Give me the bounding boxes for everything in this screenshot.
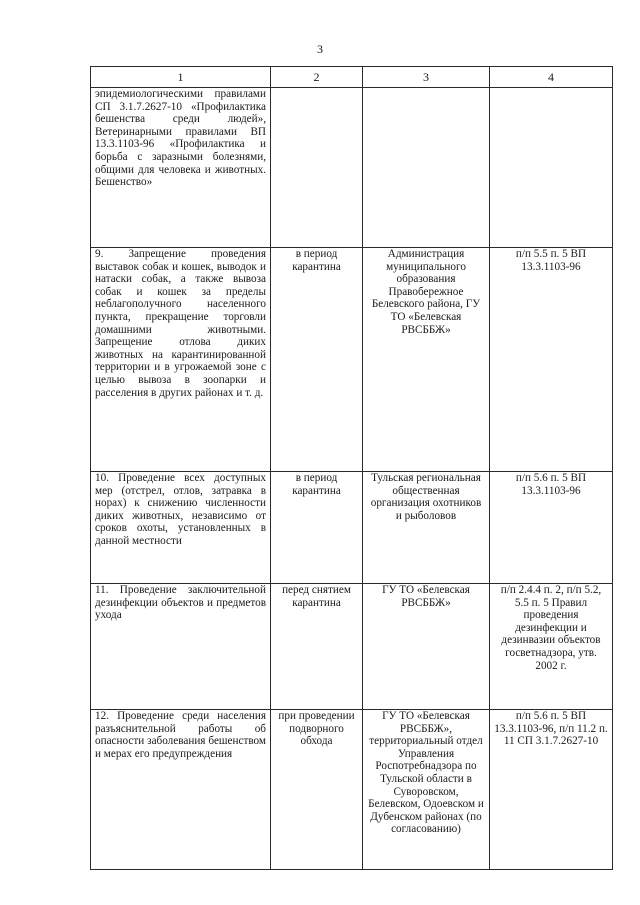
table-row (91, 472, 613, 584)
column-header-3: 3 (363, 67, 490, 88)
page-number: 3 (317, 42, 323, 56)
deadline-cell (271, 88, 363, 248)
basis-cell: п/п 2.4.4 п. 2, п/п 5.2, 5.5 п. 5 Правил проведения дезинфекции и дезинвазии объектов госветнадзора, утв. 2002 г. (490, 584, 613, 710)
measure-cell: 10. Проведение всех доступных мер (отстрел, отлов, затравка в норах) к снижению численности диких животных, независимо от сроков охоты, установленных в данной местности (91, 472, 271, 584)
table-row (91, 88, 613, 248)
deadline-cell: при проведении подворного обхода (271, 710, 363, 870)
measure-cell: эпидемиологическими правилами СП 3.1.7.2627-10 «Профилактика бешенства среди людей», Ветеринарными правилами ВП 13.3.1103-96 «Профилактика и борьба с заразными болезнями, общими для человека и животных. Бешенство» (91, 88, 271, 248)
measure-cell: 11. Проведение заключительной дезинфекции объектов и предметов ухода (91, 584, 271, 710)
table-row (91, 584, 613, 710)
responsible-cell: ГУ ТО «Белевская РВСББЖ», территориальный отдел Управления Роспотребнадзора по Тульской области в Суворовском, Белевском, Одоевском и Дубенском районах (по согласованию) (363, 710, 490, 870)
responsible-cell: Администрация муниципального образования Правобережное Белевского района, ГУ ТО «Белевская РВСББЖ» (363, 248, 490, 472)
measure-cell: 12. Проведение среди населения разъяснительной работы об опасности заболевания бешенством и мерах его предупреждения (91, 710, 271, 870)
deadline-cell: в период карантина (271, 248, 363, 472)
table-row (91, 248, 613, 472)
basis-cell (490, 88, 613, 248)
basis-cell: п/п 5.5 п. 5 ВП 13.3.1103-96 (490, 248, 613, 472)
table-row (91, 710, 613, 870)
table-header-row (91, 67, 613, 88)
measure-cell: 9. Запрещение проведения выставок собак и кошек, выводок и натаски собак, а также вывоза собак и кошек за пределы неблагополучного населенного пункта, прекращение торговли домашними животными. Запрещение отлова диких животных на карантинированной территории и в угрожаемой зоне с целью вывоза в зоопарки и расселения в других районах и т. д. (91, 248, 271, 472)
responsible-cell (363, 88, 490, 248)
basis-cell: п/п 5.6 п. 5 ВП 13.3.1103-96, п/п 11.2 п. 11 СП 3.1.7.2627-10 (490, 710, 613, 870)
deadline-cell: перед снятием карантина (271, 584, 363, 710)
column-header-2: 2 (271, 67, 363, 88)
column-header-4: 4 (490, 67, 613, 88)
deadline-cell: в период карантина (271, 472, 363, 584)
column-header-1: 1 (91, 67, 271, 88)
responsible-cell: Тульская региональная общественная организация охотников и рыболовов (363, 472, 490, 584)
responsible-cell: ГУ ТО «Белевская РВСББЖ» (363, 584, 490, 710)
basis-cell: п/п 5.6 п. 5 ВП 13.3.1103-96 (490, 472, 613, 584)
measures-table (90, 66, 613, 870)
